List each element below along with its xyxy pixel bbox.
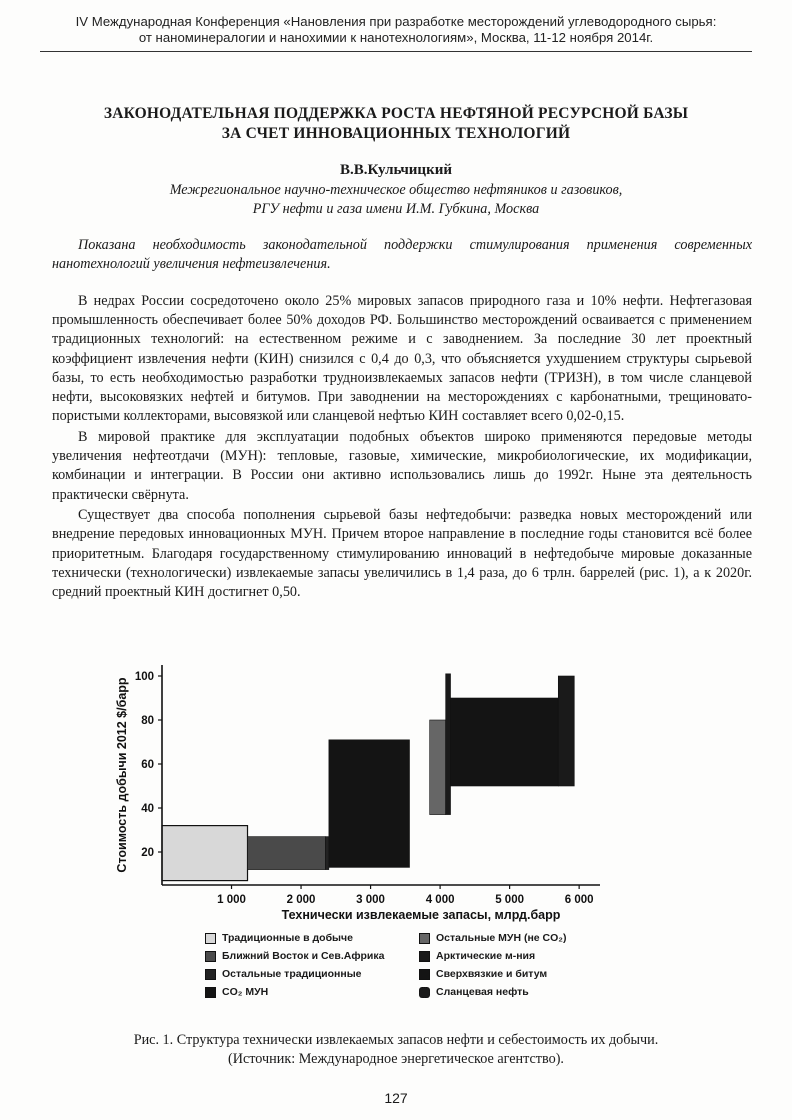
running-header [40, 14, 752, 46]
legend-item [205, 950, 384, 962]
bar-segment [329, 740, 410, 868]
title-line-2: ЗА СЧЕТ ИННОВАЦИОННЫХ ТЕХНОЛОГИЙ [221, 125, 571, 142]
legend-swatch [419, 951, 430, 962]
legend-swatch [419, 969, 430, 980]
author: В.В.Кульчицкий [339, 162, 453, 178]
paper-title [40, 104, 752, 144]
legend-swatch [205, 933, 216, 944]
affiliation-line-2: РГУ нефти и газа имени И.М. Губкина, Москва [252, 201, 540, 217]
x-axis-label: Технически извлекаемые запасы, млрд.барр [281, 908, 561, 922]
legend-swatch [419, 987, 430, 998]
caption-line-2: (Источник: Международное энергетическое агентство). [228, 1051, 564, 1067]
x-tick-label: 3 000 [356, 894, 385, 906]
chart-bars [162, 674, 574, 881]
y-tick-label: 80 [141, 715, 154, 727]
legend-item [205, 968, 362, 980]
header-line-1: IV Международная Конференция «Нановления при разработке месторождений углеводородного сырья: [75, 14, 717, 29]
legend-item [205, 932, 353, 944]
y-tick-label: 20 [141, 847, 154, 859]
y-tick-label: 100 [134, 671, 154, 683]
affiliation [40, 181, 752, 219]
legend-label: Ближний Восток и Сев.Африка [222, 950, 385, 962]
x-tick-label: 6 000 [564, 894, 594, 906]
legend-label: Остальные традиционные [222, 968, 362, 980]
title-line-1: ЗАКОНОДАТЕЛЬНАЯ ПОДДЕРЖКА РОСТА НЕФТЯНОЙ РЕСУРСНОЙ БАЗЫ [103, 105, 689, 122]
legend-item [419, 986, 529, 998]
legend-label: Традиционные в добыче [222, 932, 353, 944]
x-tick-label: 2 000 [286, 894, 316, 906]
y-ticks [135, 671, 162, 859]
bar-segment [248, 837, 326, 870]
chart-legend [205, 932, 625, 1012]
paragraph-1: В недрах России сосредоточено около 25% мировых запасов природного газа и 10% нефти. Нефтегазовая промышленность обеспечивает более 50% доходов РФ. Большинство месторождений осваивается с применением традиционных технологий: на естественном режиме и с заводнением. За последние 30 лет проектный коэффициент извлечения нефти (КИН) снизился с 0,4 до 0,3, что объясняется ухудшением структуры сырьевой базы, то есть необходимостью разработки трудноизвлекаемых запасов нефти (ТРИЗН), в том числе сланцевой нефти, высоковязких нефтей и битумов. При заводнении на месторождениях с карбонатными, трещиновато-пористыми коллекторами, высовязкой или сланцевой нефтью КИН составляет всего 0,02-0,15. [52, 293, 752, 425]
bar-segment [446, 674, 451, 815]
y-tick-label: 40 [141, 803, 154, 815]
bar-segment [162, 826, 248, 881]
bar-segment [325, 837, 328, 870]
legend-item [419, 950, 535, 962]
paragraph-3: Существует два способа пополнения сырьевой базы нефтедобычи: разведка новых месторождений или внедрение передовых инновационных МУН. Причем второе направление в последние годы становится всё более приоритетным. Благодаря государственному стимулированию инноваций в нефтедобыче мировые доказанные технически (технологически) извлекаемые запасы увеличились в 1,4 раза, до 6 трлн. баррелей (рис. 1), а к 2020г. средний проектный КИН достигнет 0,50. [52, 507, 752, 601]
x-ticks [217, 885, 593, 906]
legend-swatch [205, 969, 216, 980]
legend-label: Сланцевая нефть [436, 986, 529, 998]
body-text [52, 292, 752, 604]
page-number: 127 [384, 1090, 408, 1106]
y-axis-label: Стоимость добычи 2012 $/барр [115, 677, 129, 873]
legend-swatch [205, 987, 216, 998]
legend-swatch [205, 951, 216, 962]
header-line-2: от наноминералогии и нанохимии к нанотехнологиям», Москва, 11-12 ноября 2014г. [138, 30, 654, 45]
legend-label: Сверхвязкие и битум [436, 968, 548, 980]
legend-item [205, 986, 268, 998]
legend-item [419, 968, 547, 980]
legend-label: Арктические м-ния [436, 950, 536, 962]
bar-segment [558, 676, 574, 786]
x-tick-label: 5 000 [495, 894, 525, 906]
legend-item [419, 932, 566, 944]
caption-line-1: Рис. 1. Структура технически извлекаемых запасов нефти и себестоимость их добычи. [133, 1032, 659, 1048]
legend-label: CO₂ МУН [222, 986, 269, 998]
cost-reserves-chart [110, 655, 630, 935]
header-rule [40, 51, 752, 52]
y-tick-label: 60 [141, 759, 154, 771]
legend-swatch [419, 933, 430, 944]
figure-caption [60, 1031, 732, 1069]
affiliation-line-1: Межрегиональное научно-техническое общество нефтяников и газовиков, [169, 182, 623, 198]
abstract: Показана необходимость законодательной поддержки стимулирования применения современных нанотехнологий увеличения нефтеизвлечения. [52, 237, 752, 272]
legend-label: Остальные МУН (не CO₂) [436, 932, 567, 944]
bar-segment [430, 720, 446, 815]
x-tick-label: 1 000 [217, 894, 246, 906]
x-tick-label: 4 000 [425, 894, 455, 906]
paragraph-2: В мировой практике для эксплуатации подобных объектов широко применяются передовые методы увеличения нефтеотдачи (МУН): тепловые, газовые, химические, микробиологические, их модификации, комбинации и интеграции. В России они активно использовались лишь до 1992г. Ныне эта деятельность практически свёрнута. [52, 428, 752, 503]
bar-segment [451, 698, 559, 786]
